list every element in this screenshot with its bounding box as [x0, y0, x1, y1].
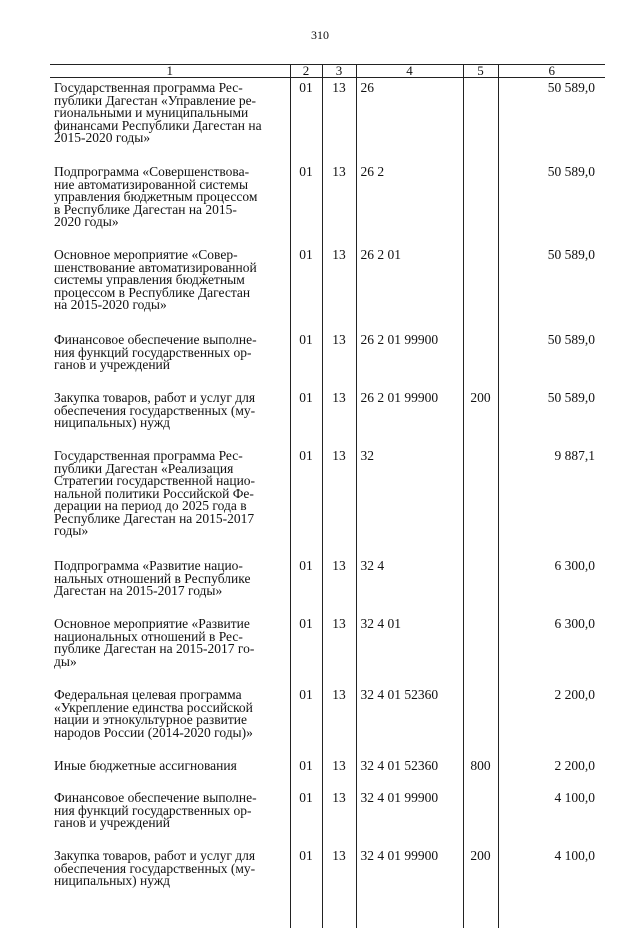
row-rz: 01 — [291, 82, 322, 95]
header-col-4: 4 — [356, 65, 463, 78]
cell-amount — [498, 162, 605, 245]
header-col-6: 6 — [498, 65, 605, 78]
cell-pr — [322, 612, 356, 683]
cell-amount — [498, 554, 605, 612]
cell-vr — [463, 386, 498, 444]
row-rz: 01 — [291, 618, 322, 631]
row-csr: 32 4 01 — [361, 618, 463, 631]
filler-cell — [290, 904, 322, 928]
row-name-line: Подпрограмма «Совершенствова- — [54, 166, 288, 179]
row-name-line: Финансовое обеспечение выполне- — [54, 334, 288, 347]
cell-name — [50, 328, 290, 386]
row-csr: 26 2 01 99900 — [361, 392, 463, 405]
cell-name — [50, 683, 290, 754]
cell-name — [50, 245, 290, 328]
cell-pr — [322, 754, 356, 786]
row-rz: 01 — [291, 166, 322, 179]
row-name-line: ния функций государственных ор- — [54, 347, 288, 360]
row-name-line: шенствование автоматизированной — [54, 262, 288, 275]
budget-table — [50, 64, 605, 928]
row-rz: 01 — [291, 760, 322, 773]
row-rz: 01 — [291, 850, 322, 863]
cell-vr — [463, 612, 498, 683]
filler-cell — [322, 904, 356, 928]
row-name-line: гиональными и муниципальными — [54, 107, 288, 120]
cell-name — [50, 786, 290, 844]
row-name-line: обеспечения государственных (му- — [54, 405, 288, 418]
row-pr: 13 — [323, 618, 356, 631]
row-name-line: нальной политики Российской Фе- — [54, 488, 288, 501]
row-name-line: Основное мероприятие «Развитие — [54, 618, 288, 631]
cell-pr — [322, 786, 356, 844]
row-name-line: финансами Республики Дагестан на — [54, 120, 288, 133]
cell-amount — [498, 78, 605, 163]
row-amount: 50 589,0 — [499, 334, 596, 347]
row-pr: 13 — [323, 760, 356, 773]
row-name-line: публики Дагестан «Реализация — [54, 463, 288, 476]
row-rz: 01 — [291, 392, 322, 405]
row-name-line: ние автоматизированной системы — [54, 179, 288, 192]
header-col-3: 3 — [322, 65, 356, 78]
row-pr: 13 — [323, 334, 356, 347]
row-vr: 200 — [464, 850, 498, 863]
row-name-line: Иные бюджетные ассигнования — [54, 760, 288, 773]
cell-rz — [290, 78, 322, 163]
row-name-line: Подпрограмма «Развитие нацио- — [54, 560, 288, 573]
row-rz: 01 — [291, 249, 322, 262]
row-csr: 26 2 01 — [361, 249, 463, 262]
cell-amount — [498, 328, 605, 386]
cell-vr — [463, 162, 498, 245]
cell-vr — [463, 245, 498, 328]
cell-rz — [290, 844, 322, 904]
table-row — [50, 554, 605, 612]
cell-csr — [356, 612, 463, 683]
cell-name — [50, 444, 290, 554]
cell-csr — [356, 786, 463, 844]
filler-cell — [50, 904, 290, 928]
row-csr: 32 4 01 52360 — [361, 689, 463, 702]
row-csr: 32 4 — [361, 560, 463, 573]
cell-vr — [463, 754, 498, 786]
row-csr: 26 2 — [361, 166, 463, 179]
row-pr: 13 — [323, 689, 356, 702]
cell-csr — [356, 328, 463, 386]
row-name-line: Дагестан на 2015-2017 годы» — [54, 585, 288, 598]
row-name-line: Государственная программа Рес- — [54, 450, 288, 463]
cell-rz — [290, 162, 322, 245]
page-number: 310 — [0, 28, 640, 43]
cell-rz — [290, 554, 322, 612]
row-amount: 50 589,0 — [499, 82, 596, 95]
row-pr: 13 — [323, 166, 356, 179]
cell-csr — [356, 754, 463, 786]
table-row — [50, 786, 605, 844]
cell-csr — [356, 844, 463, 904]
table-row — [50, 245, 605, 328]
budget-table-container — [50, 64, 605, 928]
row-amount: 50 589,0 — [499, 392, 596, 405]
row-amount: 4 100,0 — [499, 792, 596, 805]
row-name-line: ниципальных) нужд — [54, 875, 288, 888]
row-name-line: 2020 годы» — [54, 216, 288, 229]
table-row — [50, 328, 605, 386]
filler-cell — [463, 904, 498, 928]
table-row — [50, 683, 605, 754]
row-name-line: дерации на период до 2025 года в — [54, 500, 288, 513]
cell-name — [50, 612, 290, 683]
cell-amount — [498, 245, 605, 328]
row-amount: 4 100,0 — [499, 850, 596, 863]
row-name-line: на 2015-2020 годы» — [54, 299, 288, 312]
row-name-line: публики Дагестан «Управление ре- — [54, 95, 288, 108]
row-name-line: Федеральная целевая программа — [54, 689, 288, 702]
row-name-line: публике Дагестан на 2015-2017 го- — [54, 643, 288, 656]
cell-rz — [290, 245, 322, 328]
row-rz: 01 — [291, 450, 322, 463]
row-name-line: 2015-2020 годы» — [54, 132, 288, 145]
cell-name — [50, 78, 290, 163]
row-name-line: Стратегии государственной нацио- — [54, 475, 288, 488]
cell-amount — [498, 786, 605, 844]
cell-pr — [322, 162, 356, 245]
row-pr: 13 — [323, 850, 356, 863]
row-vr: 200 — [464, 392, 498, 405]
row-name-line: Финансовое обеспечение выполне- — [54, 792, 288, 805]
cell-rz — [290, 386, 322, 444]
row-amount: 2 200,0 — [499, 760, 596, 773]
cell-rz — [290, 328, 322, 386]
cell-vr — [463, 786, 498, 844]
cell-name — [50, 554, 290, 612]
cell-csr — [356, 162, 463, 245]
row-pr: 13 — [323, 392, 356, 405]
cell-pr — [322, 386, 356, 444]
row-pr: 13 — [323, 560, 356, 573]
cell-pr — [322, 844, 356, 904]
row-name-line: процессом в Республике Дагестан — [54, 287, 288, 300]
row-name-line: ганов и учреждений — [54, 359, 288, 372]
row-pr: 13 — [323, 82, 356, 95]
row-name-line: годы» — [54, 525, 288, 538]
cell-name — [50, 386, 290, 444]
cell-vr — [463, 683, 498, 754]
cell-vr — [463, 554, 498, 612]
row-name-line: Основное мероприятие «Совер- — [54, 249, 288, 262]
row-amount: 6 300,0 — [499, 618, 596, 631]
table-row — [50, 78, 605, 163]
table-row-filler — [50, 904, 605, 928]
cell-rz — [290, 444, 322, 554]
row-name-line: национальных отношений в Рес- — [54, 631, 288, 644]
row-name-line: Республике Дагестан на 2015-2017 — [54, 513, 288, 526]
row-name-line: Закупка товаров, работ и услуг для — [54, 850, 288, 863]
row-rz: 01 — [291, 334, 322, 347]
row-name-line: управления бюджетным процессом — [54, 191, 288, 204]
cell-amount — [498, 386, 605, 444]
filler-cell — [498, 904, 605, 928]
row-rz: 01 — [291, 689, 322, 702]
table-row — [50, 162, 605, 245]
cell-amount — [498, 683, 605, 754]
header-row — [50, 65, 605, 78]
row-name-line: в Республике Дагестан на 2015- — [54, 204, 288, 217]
cell-csr — [356, 386, 463, 444]
cell-csr — [356, 78, 463, 163]
row-pr: 13 — [323, 249, 356, 262]
cell-amount — [498, 844, 605, 904]
header-col-2: 2 — [290, 65, 322, 78]
row-csr: 32 4 01 52360 — [361, 760, 463, 773]
table-row — [50, 844, 605, 904]
cell-rz — [290, 683, 322, 754]
cell-rz — [290, 754, 322, 786]
row-name-line: ниципальных) нужд — [54, 417, 288, 430]
header-col-1: 1 — [50, 65, 290, 78]
row-amount: 6 300,0 — [499, 560, 596, 573]
cell-csr — [356, 245, 463, 328]
cell-csr — [356, 683, 463, 754]
filler-cell — [356, 904, 463, 928]
row-csr: 26 — [361, 82, 463, 95]
cell-amount — [498, 754, 605, 786]
cell-name — [50, 844, 290, 904]
cell-pr — [322, 245, 356, 328]
table-row — [50, 386, 605, 444]
row-name-line: «Укрепление единства российской — [54, 702, 288, 715]
row-csr: 26 2 01 99900 — [361, 334, 463, 347]
row-name-line: системы управления бюджетным — [54, 274, 288, 287]
table-row — [50, 444, 605, 554]
row-amount: 2 200,0 — [499, 689, 596, 702]
row-amount: 50 589,0 — [499, 166, 596, 179]
row-name-line: ганов и учреждений — [54, 817, 288, 830]
cell-vr — [463, 328, 498, 386]
cell-vr — [463, 78, 498, 163]
cell-name — [50, 162, 290, 245]
table-row — [50, 612, 605, 683]
row-name-line: Государственная программа Рес- — [54, 82, 288, 95]
row-csr: 32 4 01 99900 — [361, 850, 463, 863]
cell-pr — [322, 683, 356, 754]
cell-pr — [322, 78, 356, 163]
table-row — [50, 754, 605, 786]
row-rz: 01 — [291, 560, 322, 573]
cell-amount — [498, 444, 605, 554]
row-rz: 01 — [291, 792, 322, 805]
cell-csr — [356, 554, 463, 612]
row-vr: 800 — [464, 760, 498, 773]
cell-pr — [322, 554, 356, 612]
cell-pr — [322, 444, 356, 554]
cell-rz — [290, 786, 322, 844]
row-csr: 32 — [361, 450, 463, 463]
cell-pr — [322, 328, 356, 386]
cell-csr — [356, 444, 463, 554]
row-name-line: обеспечения государственных (му- — [54, 863, 288, 876]
row-pr: 13 — [323, 792, 356, 805]
cell-rz — [290, 612, 322, 683]
row-name-line: народов России (2014-2020 годы)» — [54, 727, 288, 740]
table-body — [50, 78, 605, 928]
row-name-line: нальных отношений в Республике — [54, 573, 288, 586]
row-name-line: ды» — [54, 656, 288, 669]
row-name-line: ния функций государственных ор- — [54, 805, 288, 818]
cell-vr — [463, 844, 498, 904]
row-name-line: нации и этнокультурное развитие — [54, 714, 288, 727]
row-csr: 32 4 01 99900 — [361, 792, 463, 805]
row-name-line: Закупка товаров, работ и услуг для — [54, 392, 288, 405]
row-amount: 50 589,0 — [499, 249, 596, 262]
cell-name — [50, 754, 290, 786]
cell-vr — [463, 444, 498, 554]
row-amount: 9 887,1 — [499, 450, 596, 463]
cell-amount — [498, 612, 605, 683]
header-col-5: 5 — [463, 65, 498, 78]
row-pr: 13 — [323, 450, 356, 463]
